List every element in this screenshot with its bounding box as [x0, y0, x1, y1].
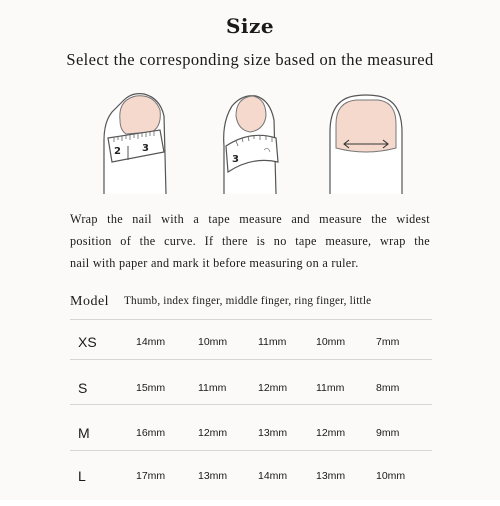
size-label: S [78, 380, 88, 396]
middle-cell: 11mm [258, 336, 287, 348]
nail-shape [236, 96, 266, 132]
ring-cell: 13mm [316, 470, 346, 482]
nail-shape [120, 96, 161, 134]
model-column-header: Model [70, 294, 110, 309]
thumb-cell: 15mm [136, 382, 166, 394]
size-label: L [78, 468, 86, 484]
instruction-line: nail with paper and mark it before measuring on a ruler. [70, 256, 359, 270]
measuring-instructions [70, 208, 430, 274]
nail-width-illustration [330, 95, 402, 194]
tape-mark-3: 3 [142, 143, 149, 154]
tape-mark-3: 3 [232, 154, 239, 165]
ring-cell: 11mm [316, 382, 345, 394]
row-divider [70, 404, 432, 405]
thumb-cell: 14mm [136, 336, 166, 348]
size-label: M [78, 425, 90, 441]
page-title: Size [225, 14, 275, 38]
index-cell: 12mm [198, 427, 228, 439]
tape-mark-2: 2 [114, 146, 121, 157]
little-cell: 7mm [376, 336, 400, 348]
little-cell: 10mm [376, 470, 406, 482]
index-cell: 13mm [198, 470, 228, 482]
little-cell: 8mm [376, 382, 400, 394]
row-divider [70, 450, 432, 451]
little-cell: 9mm [376, 427, 400, 439]
size-table-header [70, 292, 450, 316]
index-cell: 11mm [198, 382, 227, 394]
middle-cell: 12mm [258, 382, 288, 394]
middle-cell: 13mm [258, 427, 288, 439]
ring-cell: 10mm [316, 336, 346, 348]
page-subtitle: Select the corresponding size based on the measured [66, 50, 434, 69]
instruction-line: position of the curve. If there is no tape measure, wrap the [70, 234, 430, 248]
table-row [70, 320, 432, 372]
thumb-cell: 16mm [136, 427, 166, 439]
row-divider [70, 359, 432, 360]
middle-cell: 14mm [258, 470, 288, 482]
instruction-line: Wrap the nail with a tape measure and measure the widest [70, 212, 430, 226]
index-cell: 10mm [198, 336, 228, 348]
table-row [70, 454, 432, 506]
ring-cell: 12mm [316, 427, 346, 439]
finger-tape-angled-illustration [224, 96, 278, 194]
thumb-cell: 17mm [136, 470, 166, 482]
size-label: XS [78, 334, 97, 350]
fingers-column-header: Thumb, index finger, middle finger, ring finger, little [124, 295, 372, 307]
measuring-illustrations [0, 86, 500, 196]
finger-tape-front-illustration [104, 94, 166, 194]
